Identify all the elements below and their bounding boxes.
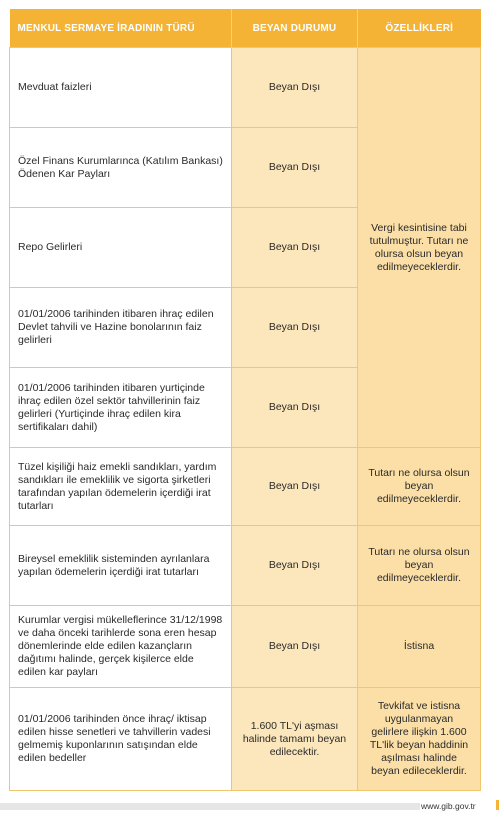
income-type-cell: Repo Gelirleri <box>10 208 232 288</box>
table-row <box>10 526 481 606</box>
income-type-cell: Kurumlar vergisi mükelleflerince 31/12/1998 ve daha önceki tarihlerde sona eren hesap dönemlerinde elde edilen kazançların dağıtımı halinde, gerçek kişilerce elde edilen kar payları <box>10 606 232 688</box>
status-cell: Beyan Dışı <box>232 128 358 208</box>
feature-cell: Tutarı ne olursa olsun beyan edilmeyeceklerdir. <box>358 526 481 606</box>
header-features: ÖZELLİKLERİ <box>358 9 481 48</box>
status-cell: Beyan Dışı <box>232 208 358 288</box>
status-cell: Beyan Dışı <box>232 288 358 368</box>
header-declaration-status: BEYAN DURUMU <box>232 9 358 48</box>
table-row <box>10 606 481 688</box>
table-row <box>10 448 481 526</box>
income-type-cell: Tüzel kişiliği haiz emekli sandıkları, yardım sandıkları ile emeklilik ve sigorta şirketleri tarafından yapılan ödemelerin içerdiği irat tutarları <box>10 448 232 526</box>
footer-accent-mark <box>496 800 499 810</box>
feature-cell: Tevkifat ve istisna uygulanmayan gelirlere ilişkin 1.600 TL'lik beyan haddinin aşılması halinde beyan edileceklerdir. <box>358 688 481 791</box>
income-table <box>9 9 481 791</box>
income-type-cell: Bireysel emeklilik sisteminden ayrılanlara yapılan ödemelerin içerdiği irat tutarları <box>10 526 232 606</box>
header-income-type: MENKUL SERMAYE İRADININ TÜRÜ <box>10 9 232 48</box>
merged-feature-cell: Vergi kesintisine tabi tutulmuştur. Tutarı ne olursa olsun beyan edilmeyeceklerdir. <box>358 48 481 448</box>
income-table-container <box>9 9 480 791</box>
feature-cell: Tutarı ne olursa olsun beyan edilmeyeceklerdir. <box>358 448 481 526</box>
status-cell: Beyan Dışı <box>232 448 358 526</box>
status-cell: 1.600 TL'yi aşması halinde tamamı beyan edilecektir. <box>232 688 358 791</box>
income-type-cell: 01/01/2006 tarihinden önce ihraç/ iktisap edilen hisse senetleri ve tahvillerin vadesi gelmemiş kuponlarının satışından elde edilen bedeller <box>10 688 232 791</box>
footer-website-link[interactable]: www.gib.gov.tr <box>421 801 476 811</box>
income-type-cell: Mevduat faizleri <box>10 48 232 128</box>
status-cell: Beyan Dışı <box>232 368 358 448</box>
feature-cell: İstisna <box>358 606 481 688</box>
income-type-cell: Özel Finans Kurumlarınca (Katılım Bankası) Ödenen Kar Payları <box>10 128 232 208</box>
table-row <box>10 688 481 791</box>
table-header-row <box>10 9 481 48</box>
income-type-cell: 01/01/2006 tarihinden itibaren ihraç edilen Devlet tahvili ve Hazine bonolarının faiz gelirleri <box>10 288 232 368</box>
income-type-cell: 01/01/2006 tarihinden itibaren yurtiçinde ihraç edilen özel sektör tahvillerinin faiz gelirleri (Yurtiçinde ihraç edilen kira sertifikaları dahil) <box>10 368 232 448</box>
footer-divider <box>0 803 420 810</box>
status-cell: Beyan Dışı <box>232 606 358 688</box>
status-cell: Beyan Dışı <box>232 526 358 606</box>
status-cell: Beyan Dışı <box>232 48 358 128</box>
table-row <box>10 48 481 128</box>
